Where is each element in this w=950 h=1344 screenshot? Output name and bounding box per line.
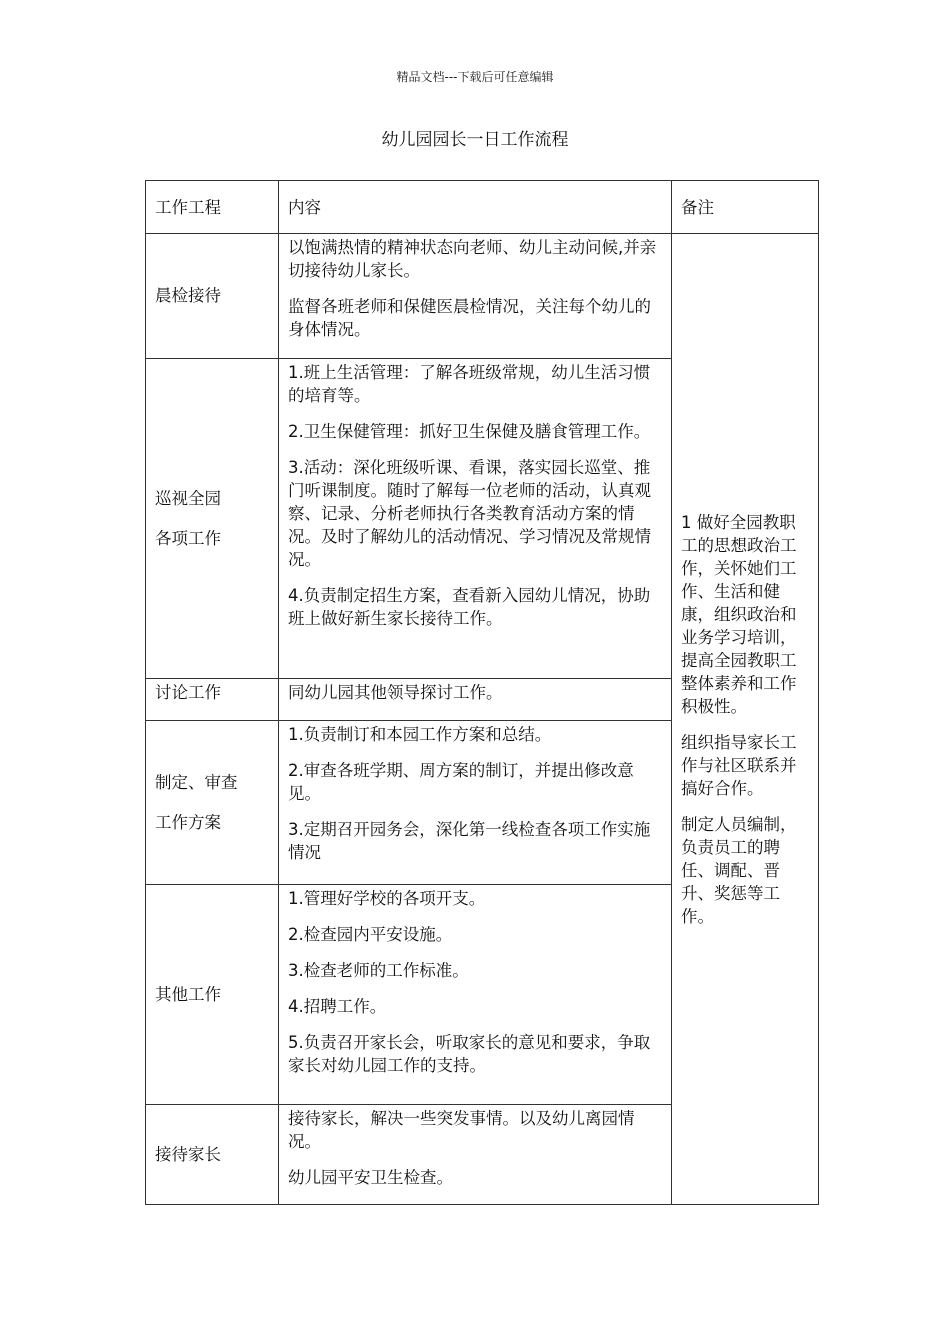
content-cell xyxy=(279,679,672,721)
content-item: 同幼儿园其他领导探讨工作。 xyxy=(288,683,503,702)
content-cell xyxy=(279,359,672,679)
column-header-content: 内容 xyxy=(279,181,672,234)
content-cell xyxy=(279,721,672,885)
content-item: 1.班上生活管理：了解各班级常规，幼儿生活习惯的培育等。 xyxy=(288,363,651,405)
content-item: 1.管理好学校的各项开支。 xyxy=(288,889,486,908)
document-title: 幼儿园园长一日工作流程 xyxy=(381,130,569,150)
step-label: 讨论工作 xyxy=(155,683,221,702)
step-label: 接待家长 xyxy=(155,1144,221,1164)
step-label: 巡视全园 xyxy=(155,488,221,508)
content-item: 3.活动：深化班级听课、看课，落实园长巡堂、推门听课制度。随时了解每一位老师的活动，认真观察、记录、分析老师执行各类教育活动方案的情况。及时了解幼儿的活动情况、学习情况及常规情况。 xyxy=(288,458,651,569)
step-label: 其他工作 xyxy=(155,984,221,1004)
content-item: 2.审查各班学期、周方案的制订，并提出修改意见。 xyxy=(288,761,634,803)
step-cell xyxy=(146,1105,279,1205)
watermark-header: 精品文档---下载后可任意编辑 xyxy=(396,70,554,84)
content-item: 1.负责制订和本园工作方案和总结。 xyxy=(288,725,552,744)
note-item: 1 做好全园教职工的思想政治工作，关怀她们工作、生活和健康，组织政治和业务学习培训，提高全园教职工整体素养和工作积极性。 xyxy=(681,512,797,716)
step-cell xyxy=(146,721,279,885)
content-item: 监督各班老师和保健医晨检情况，关注每个幼儿的身体情况。 xyxy=(288,297,651,339)
step-cell xyxy=(146,885,279,1105)
notes-cell xyxy=(672,234,819,1205)
content-item: 2.卫生保健管理：抓好卫生保健及膳食管理工作。 xyxy=(288,422,651,441)
step-cell xyxy=(146,234,279,359)
workflow-table xyxy=(145,180,819,1205)
content-cell xyxy=(279,1105,672,1205)
column-header-notes: 备注 xyxy=(672,181,819,234)
table-header-row xyxy=(146,181,819,234)
content-cell xyxy=(279,885,672,1105)
content-item: 4.招聘工作。 xyxy=(288,997,387,1016)
content-item: 幼儿园平安卫生检查。 xyxy=(288,1168,453,1187)
step-label: 制定、审查 xyxy=(155,772,238,792)
content-item: 2.检查园内平安设施。 xyxy=(288,925,453,944)
content-item: 4.负责制定招生方案，查看新入园幼儿情况，协助班上做好新生家长接待工作。 xyxy=(288,586,651,628)
content-item: 3.定期召开园务会，深化第一线检查各项工作实施情况 xyxy=(288,820,651,862)
step-cell xyxy=(146,679,279,721)
note-item: 制定人员编制，负责员工的聘任、调配、晋升、奖惩等工作。 xyxy=(681,814,797,926)
content-item: 接待家长，解决一些突发事情。以及幼儿离园情况。 xyxy=(288,1109,635,1151)
step-cell xyxy=(146,359,279,679)
content-item: 3.检查老师的工作标准。 xyxy=(288,961,469,980)
column-header-step: 工作工程 xyxy=(146,181,279,234)
step-label: 各项工作 xyxy=(155,528,221,548)
content-item: 以饱满热情的精神状态向老师、幼儿主动问候,并亲切接待幼儿家长。 xyxy=(288,238,657,280)
content-item: 5.负责召开家长会，听取家长的意见和要求，争取家长对幼儿园工作的支持。 xyxy=(288,1033,651,1075)
content-cell xyxy=(279,234,672,359)
step-label: 晨检接待 xyxy=(155,286,221,305)
note-item: 组织指导家长工作与社区联系并搞好合作。 xyxy=(681,732,797,798)
table-row xyxy=(146,234,819,359)
step-label: 工作方案 xyxy=(155,812,221,832)
